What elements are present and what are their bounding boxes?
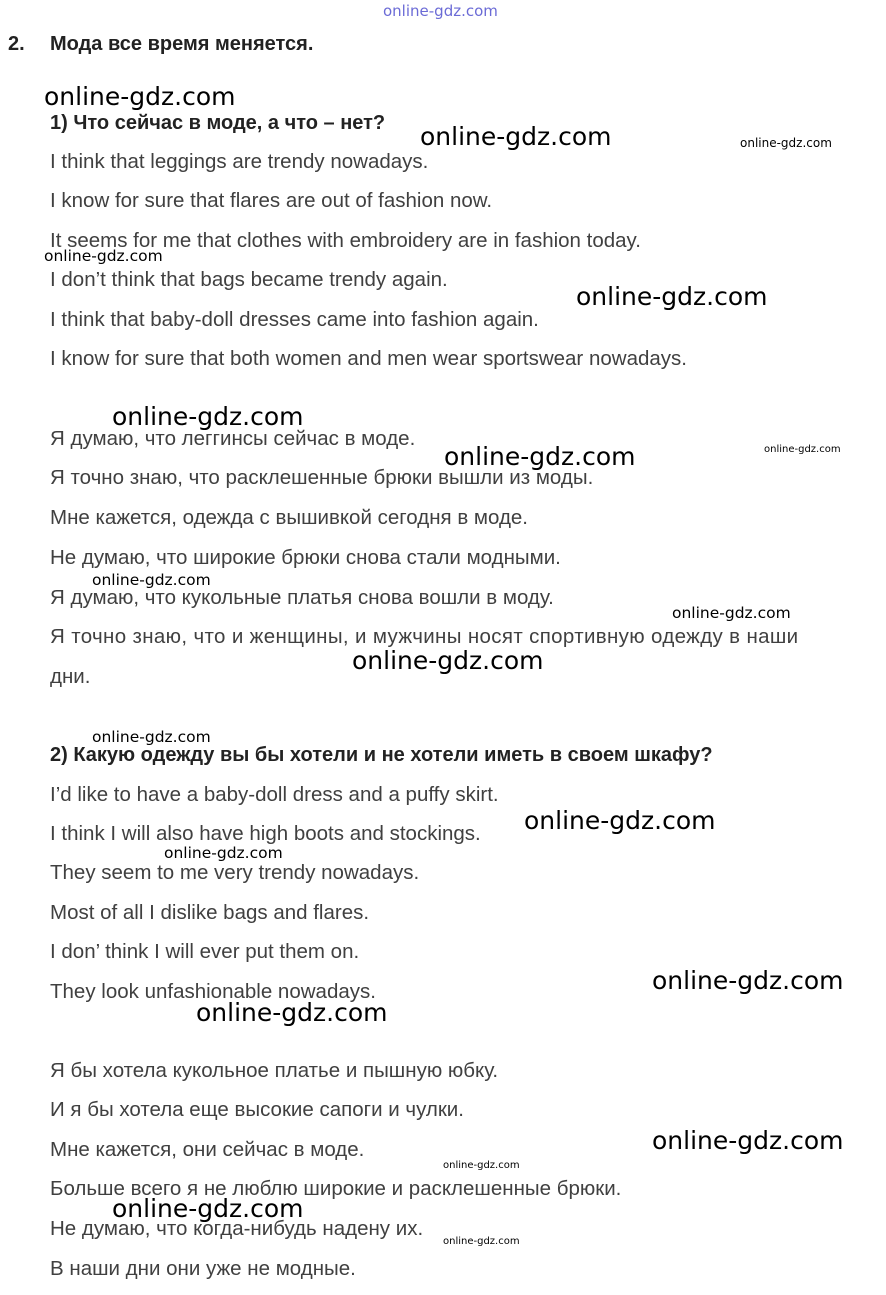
watermark: online-gdz.com	[44, 247, 163, 265]
part1-ru-line: Я точно знаю, что и женщины, и мужчины носят спортивную одежду в наши	[50, 625, 799, 648]
watermark: online-gdz.com	[352, 646, 544, 675]
watermark: online-gdz.com	[652, 1126, 844, 1155]
part2-en-line: They look unfashionable nowadays.	[50, 980, 376, 1003]
part2-en-line: I’d like to have a baby-doll dress and a puffy skirt.	[50, 783, 499, 806]
watermark: online-gdz.com	[444, 442, 636, 471]
part1-ru-line: Я думаю, что леггинсы сейчас в моде.	[50, 427, 416, 450]
part1-en-line: I think that leggings are trendy nowadays.	[50, 150, 429, 173]
watermark: online-gdz.com	[420, 122, 612, 151]
part2-heading: 2) Какую одежду вы бы хотели и не хотели иметь в своем шкафу?	[50, 744, 713, 766]
part2-ru-line: Мне кажется, они сейчас в моде.	[50, 1138, 365, 1161]
part2-ru-line: В наши дни они уже не модные.	[50, 1257, 356, 1280]
part2-en-line: They seem to me very trendy nowadays.	[50, 861, 420, 884]
watermark: online-gdz.com	[92, 571, 211, 589]
task-number: 2.	[8, 33, 25, 55]
part2-en-line: I don’ think I will ever put them on.	[50, 940, 360, 963]
watermark: online-gdz.com	[196, 998, 388, 1027]
watermark: online-gdz.com	[164, 844, 283, 862]
part1-en-line: I think that baby-doll dresses came into fashion again.	[50, 308, 539, 331]
part1-ru-line: дни.	[50, 665, 91, 688]
watermark: online-gdz.com	[92, 728, 211, 746]
watermark: online-gdz.com	[672, 604, 791, 622]
part1-en-line: I know for sure that flares are out of fashion now.	[50, 189, 493, 212]
watermark: online-gdz.com	[112, 402, 304, 431]
part1-en-line: It seems for me that clothes with embroidery are in fashion today.	[50, 229, 641, 252]
watermark: online-gdz.com	[652, 966, 844, 995]
task-title: Мода все время меняется.	[50, 33, 314, 55]
watermark: online-gdz.com	[112, 1194, 304, 1223]
part1-heading: 1) Что сейчас в моде, а что – нет?	[50, 112, 386, 134]
watermark: online-gdz.com	[443, 1160, 520, 1171]
watermark: online-gdz.com	[524, 806, 716, 835]
watermark: online-gdz.com	[764, 444, 841, 455]
part2-ru-line: Не думаю, что когда-нибудь надену их.	[50, 1217, 424, 1240]
watermark: online-gdz.com	[443, 1236, 520, 1247]
part1-ru-line: Я думаю, что кукольные платья снова вошли в моду.	[50, 586, 554, 609]
watermark: online-gdz.com	[740, 136, 832, 150]
part2-en-line: I think I will also have high boots and stockings.	[50, 822, 481, 845]
part2-ru-line: Больше всего я не люблю широкие и расклешенные брюки.	[50, 1177, 622, 1200]
watermark: online-gdz.com	[44, 82, 236, 111]
part1-en-line: I don’t think that bags became trendy again.	[50, 268, 448, 291]
part1-ru-line: Не думаю, что широкие брюки снова стали модными.	[50, 546, 561, 569]
part2-en-line: Most of all I dislike bags and flares.	[50, 901, 370, 924]
watermark: online-gdz.com	[576, 282, 768, 311]
part2-ru-line: Я бы хотела кукольное платье и пышную юбку.	[50, 1059, 499, 1082]
part1-en-line: I know for sure that both women and men wear sportswear nowadays.	[50, 347, 687, 370]
part2-ru-line: И я бы хотела еще высокие сапоги и чулки.	[50, 1098, 464, 1121]
watermark-top: online-gdz.com	[383, 2, 498, 20]
part1-ru-line: Я точно знаю, что расклешенные брюки вышли из моды.	[50, 466, 594, 489]
part1-ru-line: Мне кажется, одежда с вышивкой сегодня в моде.	[50, 506, 529, 529]
